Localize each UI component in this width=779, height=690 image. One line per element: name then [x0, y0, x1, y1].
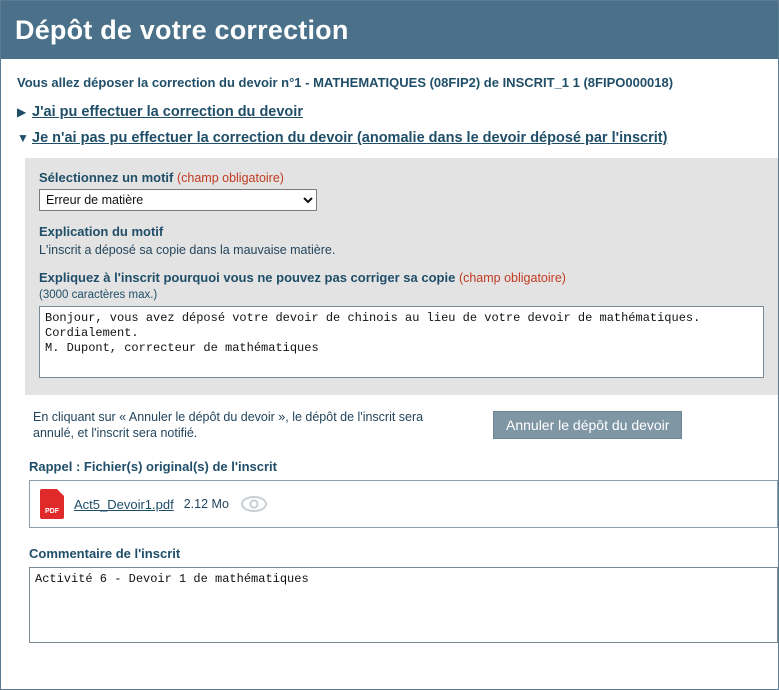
original-files-title: Rappel : Fichier(s) original(s) de l'inscrit: [29, 459, 277, 474]
accordion-label-correction-done: J'ai pu effectuer la correction du devoir: [32, 104, 303, 120]
message-textarea[interactable]: [39, 306, 764, 378]
page-title: Dépôt de votre correction: [15, 14, 349, 45]
motif-select[interactable]: [39, 189, 317, 211]
eye-preview-icon[interactable]: [241, 496, 267, 512]
anomaly-panel: [25, 158, 778, 395]
expanded-arrow-icon: ▼: [17, 131, 29, 145]
page-content: [1, 59, 778, 646]
explication-text: L'inscrit a déposé sa copie dans la mauvaise matière.: [39, 243, 336, 257]
message-required-note: (champ obligatoire): [458, 271, 566, 285]
cancel-deposit-row: [33, 409, 764, 441]
pdf-icon-label: PDF: [45, 508, 59, 515]
message-maxlength-note: (3000 caractères max.): [39, 289, 158, 301]
file-list: [29, 480, 778, 528]
collapsed-arrow-icon: ▶: [17, 105, 27, 119]
comment-label: Commentaire de l'inscrit: [29, 546, 181, 561]
intro-text: Vous allez déposer la correction du devoir n°1 - MATHEMATIQUES (08FIP2) de INSCRIT_1 1 (8FIPO000018): [17, 75, 674, 90]
message-label-text: Expliquez à l'inscrit pourquoi vous ne pouvez pas corriger sa copie: [39, 270, 456, 285]
cancel-deposit-note: En cliquant sur « Annuler le dépôt du devoir », le dépôt de l'inscrit sera annulé, et l'inscrit sera notifié.: [33, 410, 424, 440]
file-link[interactable]: Act5_Devoir1.pdf: [74, 496, 174, 512]
explication-label: Explication du motif: [39, 224, 164, 239]
accordion-correction-done[interactable]: [17, 102, 764, 122]
comment-textarea[interactable]: [29, 567, 778, 643]
message-label: [39, 270, 764, 285]
accordion-correction-impossible[interactable]: [17, 128, 764, 148]
accordion-label-correction-impossible: Je n'ai pas pu effectuer la correction du devoir (anomalie dans le devoir déposé par l'inscrit): [32, 130, 668, 146]
motif-label: [39, 170, 764, 185]
cancel-deposit-button[interactable]: Annuler le dépôt du devoir: [493, 411, 682, 439]
pdf-file-icon: [40, 489, 64, 519]
motif-label-text: Sélectionnez un motif: [39, 170, 174, 185]
page-header: [1, 1, 778, 59]
file-size: 2.12 Mo: [183, 497, 229, 511]
motif-required-note: (champ obligatoire): [176, 171, 284, 185]
